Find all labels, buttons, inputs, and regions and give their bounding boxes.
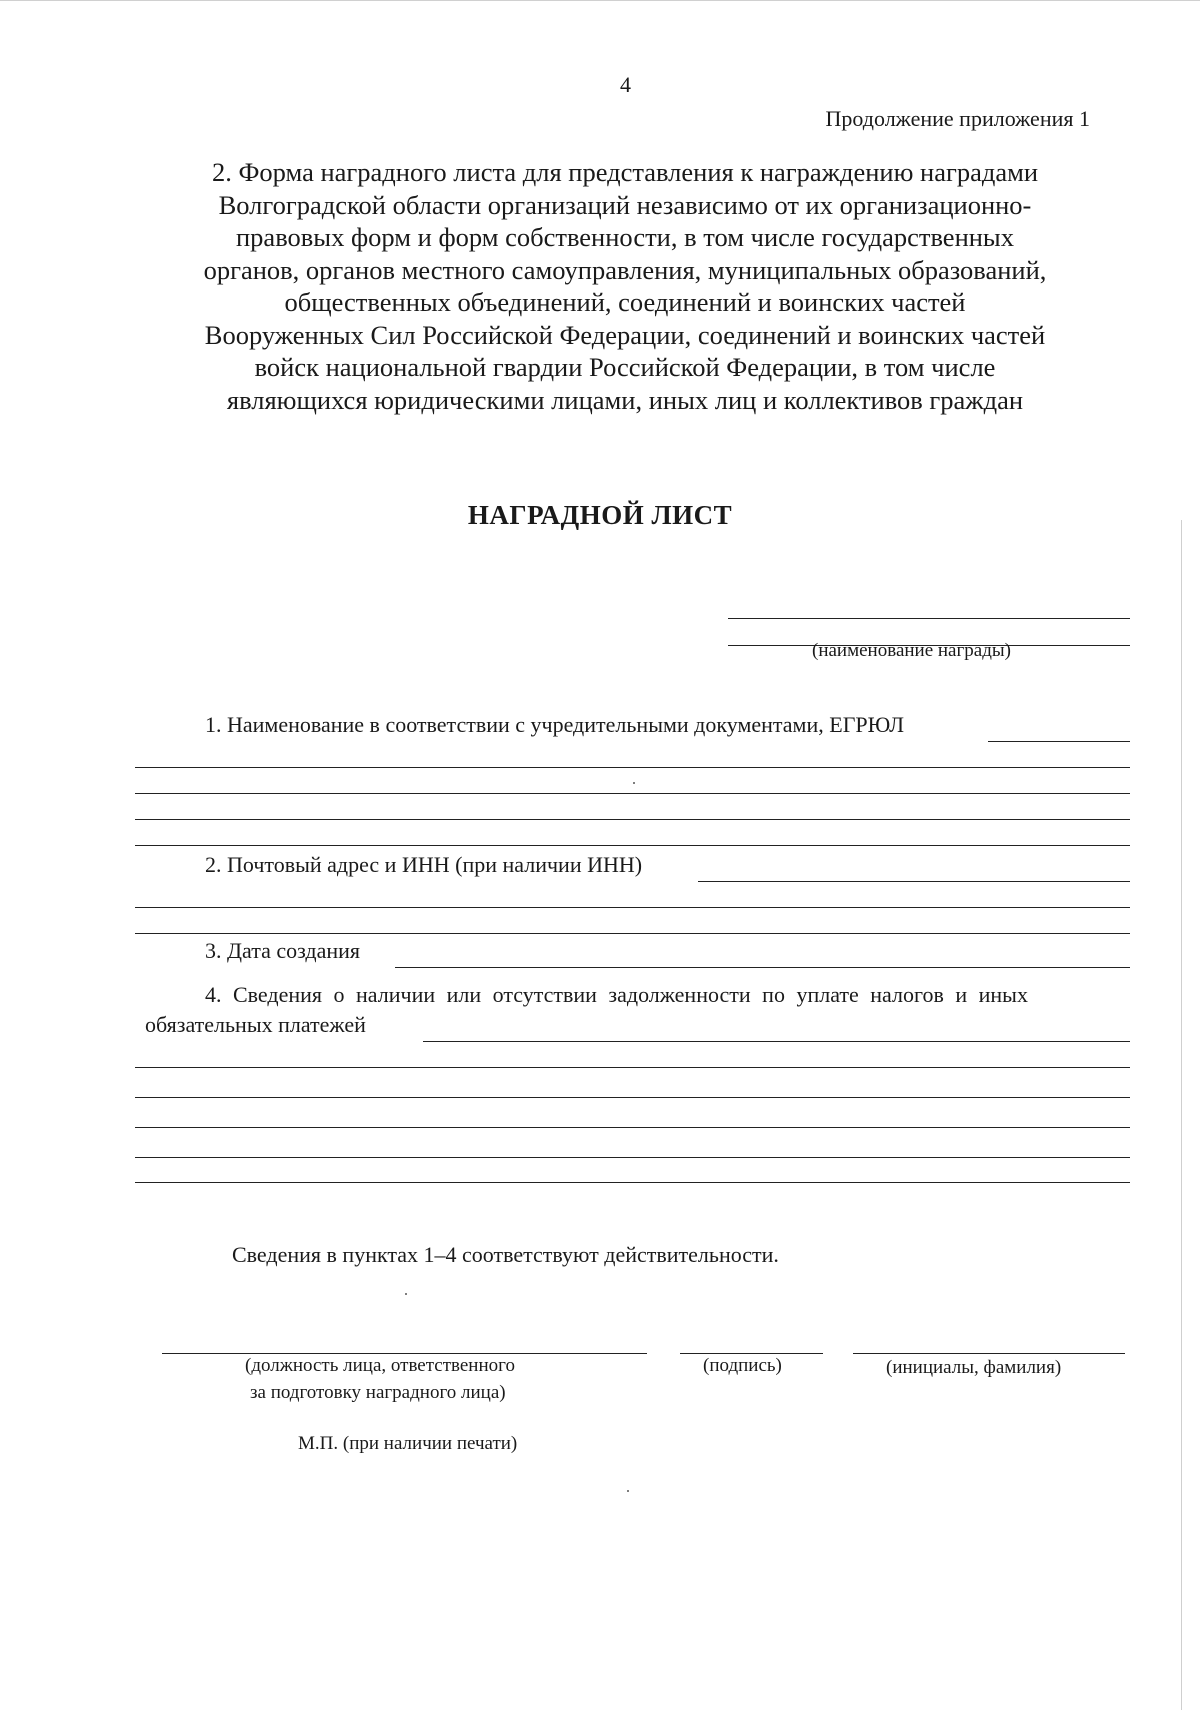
field-line-name[interactable] (135, 793, 1130, 794)
field-line-debt[interactable] (135, 1182, 1130, 1183)
field-line-name[interactable] (135, 845, 1130, 846)
scan-speck (405, 1293, 407, 1295)
field-line-date[interactable] (395, 967, 1130, 968)
field-line-address[interactable] (135, 907, 1130, 908)
award-name-line[interactable] (728, 618, 1130, 619)
field-line-debt[interactable] (135, 1157, 1130, 1158)
scan-top-edge (0, 0, 1200, 1)
position-caption-cont: за подготовку наградного лица) (250, 1382, 506, 1403)
sign-caption: (подпись) (703, 1355, 782, 1376)
field-line-address[interactable] (698, 881, 1130, 882)
heading-line: Вооруженных Сил Российской Федерации, соединений и воинских частей (204, 319, 1046, 350)
confirmation-text: Сведения в пунктах 1–4 соответствуют действительности. (232, 1242, 779, 1267)
field-line-name[interactable] (988, 741, 1130, 742)
heading-line: являющихся юридическими лицами, иных лиц и коллективов граждан (226, 384, 1024, 415)
scan-speck (633, 782, 635, 784)
form-heading (150, 156, 1100, 416)
document-title: НАГРАДНОЙ ЛИСТ (467, 500, 733, 530)
field-line-debt[interactable] (135, 1067, 1130, 1068)
field-label-debt-cont: обязательных платежей (145, 1012, 366, 1037)
scan-speck (627, 1490, 629, 1492)
field-label-date: 3. Дата создания (205, 938, 361, 963)
heading-line: войск национальной гвардии Российской Федерации, в том числе (254, 352, 996, 382)
field-line-debt[interactable] (135, 1127, 1130, 1128)
name-caption: (инициалы, фамилия) (886, 1357, 1062, 1378)
heading-line: органов, органов местного самоуправления, муниципальных образований, (203, 254, 1047, 285)
field-label-address: 2. Почтовый адрес и ИНН (при наличии ИНН) (205, 852, 643, 877)
field-line-name[interactable] (135, 819, 1130, 820)
scan-right-edge (1181, 520, 1182, 1710)
heading-line: Волгоградской области организаций независимо от их организационно- (218, 189, 1032, 220)
field-label-name: 1. Наименование в соответствии с учредительными документами, ЕГРЮЛ (205, 712, 905, 737)
field-line-address[interactable] (135, 933, 1130, 934)
heading-line: правовых форм и форм собственности, в том числе государственных (236, 222, 1014, 252)
field-label-debt: 4. Сведения о наличии или отсутствии задолженности по уплате налогов и иных (205, 982, 1028, 1007)
field-line-debt[interactable] (135, 1097, 1130, 1098)
award-name-caption: (наименование награды) (812, 640, 1011, 661)
page-number: 4 (620, 72, 631, 97)
appendix-note: Продолжение приложения 1 (825, 106, 1090, 131)
stamp-note: М.П. (при наличии печати) (298, 1433, 518, 1454)
position-caption: (должность лица, ответственного (245, 1355, 515, 1376)
field-line-name[interactable] (135, 767, 1130, 768)
heading-line: 2. Форма наградного листа для представления к награждению наградами (211, 157, 1039, 187)
field-line-debt[interactable] (423, 1041, 1130, 1042)
heading-line: общественных объединений, соединений и воинских частей (284, 287, 966, 317)
